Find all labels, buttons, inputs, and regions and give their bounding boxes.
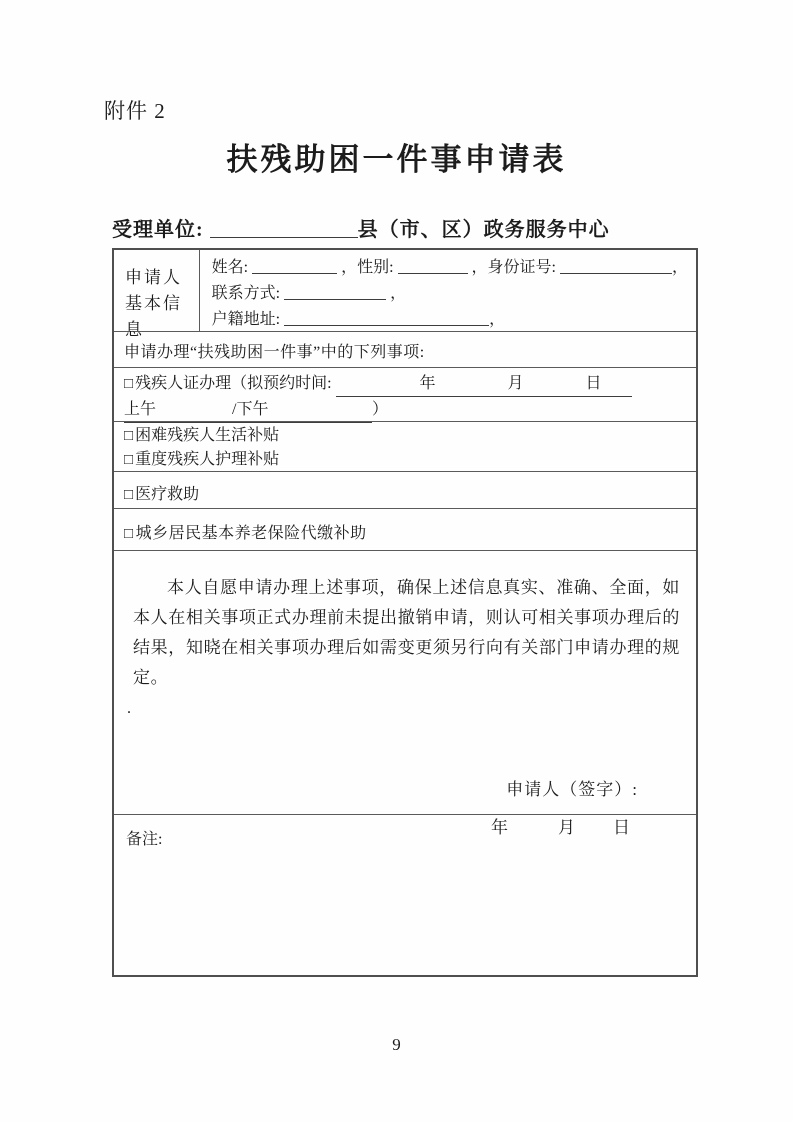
address-blank-field	[284, 309, 489, 326]
signature-label: 申请人（签字）:	[506, 780, 638, 799]
appointment-date-blank-field	[336, 371, 632, 397]
remarks-label: 备注:	[126, 831, 163, 848]
contact-label: 联系方式:	[211, 285, 281, 302]
stray-period-mark: .	[127, 700, 131, 717]
day-label: 日	[585, 375, 602, 392]
living-subsidy-line	[124, 424, 686, 448]
applicant-info-fields	[200, 250, 696, 331]
comma-mark: ，	[390, 285, 407, 302]
name-blank-field	[252, 257, 337, 274]
address-label: 户籍地址:	[211, 311, 281, 328]
declaration-row	[114, 551, 696, 837]
accepting-unit-suffix: 县（市、区）政务服务中心	[357, 219, 610, 241]
checkbox-icon: □	[124, 526, 134, 542]
pension-subsidy-label: 城乡居民基本养老保险代缴补助	[135, 525, 367, 542]
id-number-label: ，身份证号:	[471, 259, 556, 276]
attachment-label: 附件 2	[104, 99, 166, 123]
section-title-row	[114, 332, 696, 368]
remarks-row	[114, 815, 696, 975]
accepting-unit-label: 受理单位:	[112, 219, 204, 241]
gender-blank-field	[398, 257, 468, 274]
medical-aid-label: 医疗救助	[135, 486, 200, 503]
ampm-blank-field	[124, 397, 372, 423]
checkbox-icon: □	[124, 428, 134, 444]
address-line	[212, 307, 688, 333]
year-label: 年	[491, 818, 508, 837]
year-label: 年	[419, 375, 436, 392]
applicant-info-row	[114, 250, 696, 339]
name-label: 姓名:	[211, 259, 249, 276]
close-paren: ）	[372, 401, 389, 418]
living-subsidy-label: 困难残疾人生活补贴	[135, 427, 280, 444]
checkbox-icon: □	[124, 376, 134, 392]
month-label: 月	[558, 818, 575, 837]
medical-aid-row	[114, 472, 696, 509]
day-label: 日	[613, 818, 630, 837]
pension-subsidy-row	[114, 509, 696, 551]
application-form-table	[112, 248, 698, 977]
nursing-subsidy-line	[124, 448, 686, 472]
cert-line-2	[124, 397, 686, 422]
accepting-unit-blank-field	[210, 217, 358, 238]
contact-line	[212, 281, 688, 307]
page-number: 9	[392, 1035, 401, 1054]
section-title: 申请办理“扶残助困一件事”中的下列事项:	[124, 344, 425, 361]
cert-item-label: 残疾人证办理（拟预约时间:	[135, 375, 332, 392]
checkbox-icon: □	[124, 452, 134, 468]
signature-line	[133, 775, 680, 800]
declaration-paragraph: 本人自愿申请办理上述事项，确保上述信息真实、准确、全面，如本人在相关事项正式办理前未提出撤销申请，则认可相关事项办理后的结果，知晓在相关事项办理后如需变更须另行向有关部门申请办理的规定。	[133, 578, 680, 687]
month-label: 月	[507, 375, 524, 392]
document-title: 扶残助困一件事申请表	[226, 142, 567, 177]
gender-label: ，性别:	[341, 259, 394, 276]
subsidy-row	[114, 422, 696, 472]
cert-line-1	[124, 371, 686, 397]
comma-mark: ，	[489, 311, 506, 328]
applicant-info-header: 申请人基本信息	[114, 250, 200, 331]
name-gender-id-line	[212, 255, 688, 281]
morning-label: 上午	[124, 401, 157, 418]
contact-blank-field	[284, 283, 386, 300]
id-number-blank-field	[560, 257, 672, 274]
afternoon-label: /下午	[232, 401, 269, 418]
accepting-unit-line	[112, 213, 610, 242]
comma-mark: ，	[671, 259, 688, 276]
disability-cert-row	[114, 368, 696, 422]
nursing-subsidy-label: 重度残疾人护理补贴	[135, 451, 280, 468]
checkbox-icon: □	[124, 487, 134, 503]
